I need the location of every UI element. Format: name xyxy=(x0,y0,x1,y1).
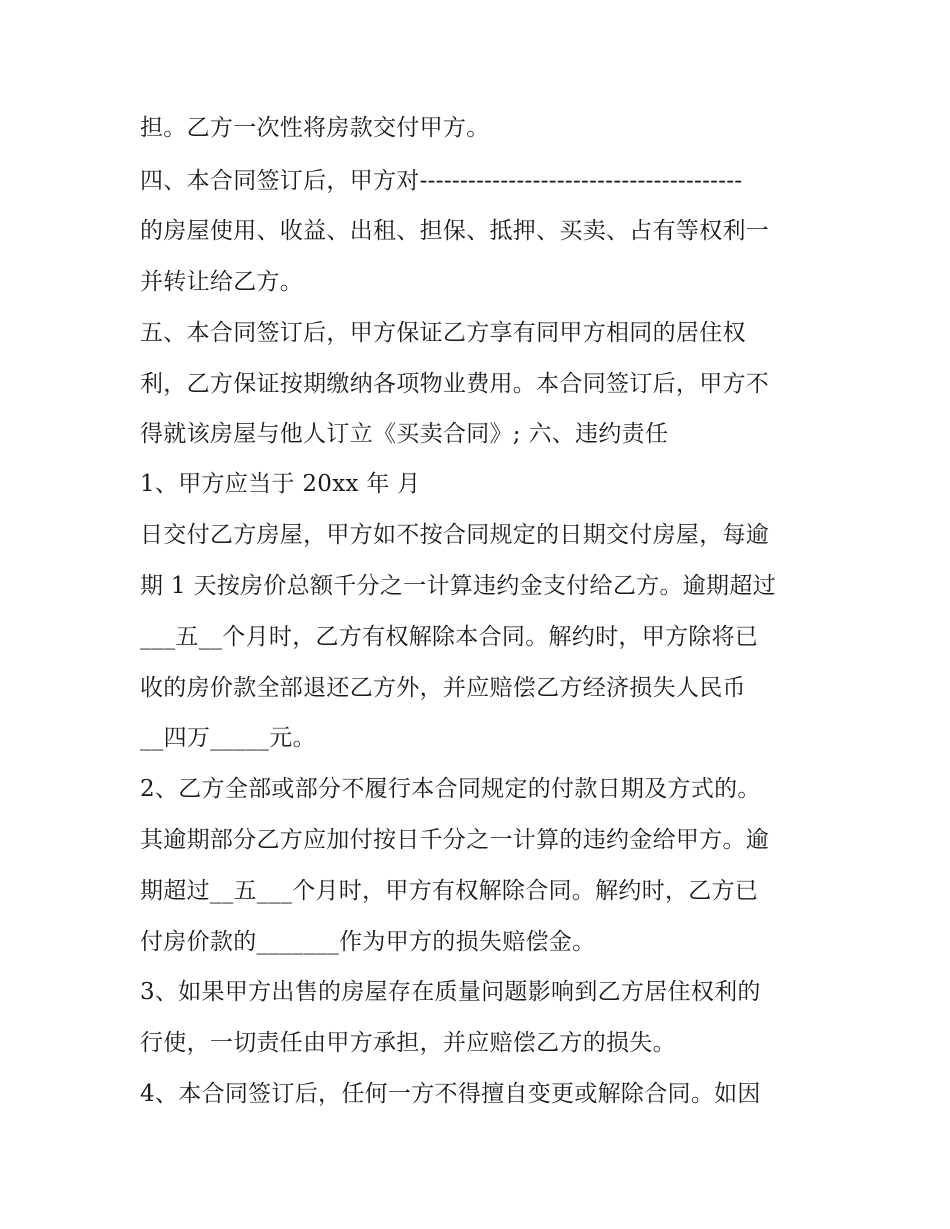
text-line: __四万_____元。 xyxy=(140,725,316,751)
text-line: 的房屋使用、收益、出租、担保、抵押、买卖、占有等权利一 xyxy=(140,218,770,244)
text-line: 日交付乙方房屋，甲方如不按合同规定的日期交付房屋，每逾 xyxy=(140,522,770,548)
text-line: 4、本合同签订后，任何一方不得擅自变更或解除合同。如因 xyxy=(140,1081,761,1107)
text-line: 担。乙方一次性将房款交付甲方。 xyxy=(140,115,490,141)
text-line: 3、如果甲方出售的房屋存在质量问题影响到乙方居住权利的 xyxy=(140,979,761,1005)
text-line: 期 1 天按房价总额千分之一计算违约金支付给乙方。逾期超过 xyxy=(140,573,776,599)
text-line: 收的房价款全部退还乙方外，并应赔偿乙方经济损失人民币 xyxy=(140,675,746,701)
text-line: 1、甲方应当于 20xx 年 月 xyxy=(140,471,421,497)
text-line: 付房价款的_______作为甲方的损失赔偿金。 xyxy=(140,929,596,955)
text-line: 期超过__五___个月时，甲方有权解除合同。解约时，乙方已 xyxy=(140,878,759,904)
text-line: 行使，一切责任由甲方承担，并应赔偿乙方的损失。 xyxy=(140,1030,676,1056)
text-line: 五、本合同签订后，甲方保证乙方享有同甲方相同的居住权 xyxy=(140,320,746,346)
text-line: 并转让给乙方。 xyxy=(140,269,304,295)
text-line: 其逾期部分乙方应加付按日千分之一计算的违约金给甲方。逾 xyxy=(140,827,770,853)
text-line: 利，乙方保证按期缴纳各项物业费用。本合同签订后，甲方不 xyxy=(140,371,770,397)
text-line: 2、乙方全部或部分不履行本合同规定的付款日期及方式的。 xyxy=(140,776,761,802)
text-line: 得就该房屋与他人订立《买卖合同》; 六、违约责任 xyxy=(140,421,669,447)
text-line: 四、本合同签订后，甲方对---------------------------------------- xyxy=(140,168,743,194)
text-line: ___五__个月时，乙方有权解除本合同。解约时，甲方除将已 xyxy=(140,624,759,650)
